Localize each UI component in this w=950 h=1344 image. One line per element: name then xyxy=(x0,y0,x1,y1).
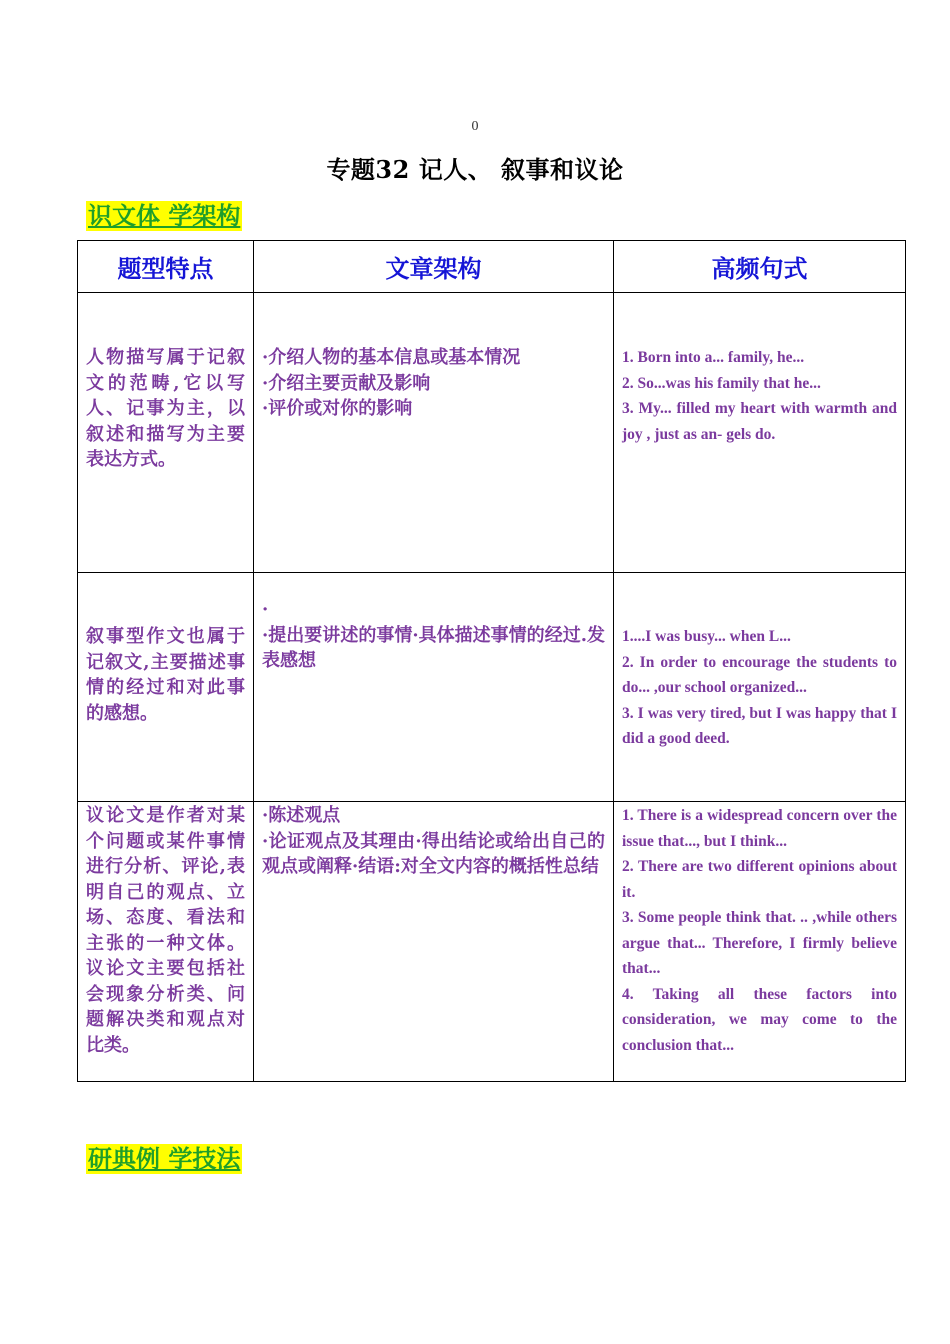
header-structure: 文章架构 xyxy=(254,241,614,293)
table-row xyxy=(78,293,906,573)
sentence-line: 3. I was very tired, but I was happy that I did a good deed. xyxy=(622,704,897,747)
structure-line: ·提出要讲述的事情·具体描述事情的经过.发表感想 xyxy=(262,624,605,671)
sentences-cell xyxy=(614,573,905,752)
sentence-line: 4. Taking all these factors into consideration, we may come to the conclusion that... xyxy=(622,985,897,1054)
structure-cell xyxy=(254,573,613,674)
structure-cell xyxy=(254,802,613,880)
structure-line: ·介绍主要贡献及影响 xyxy=(262,372,431,394)
features-cell: 人物描写属于记叙文的范畴,它以写人、记事为主，以叙述和描写为主要表达方式。 xyxy=(86,347,245,470)
structure-line: ·论证观点及其理由·得出结论或给出自己的观点或阐释·结语:对全文内容的概括性总结 xyxy=(262,830,605,877)
header-sentences: 高频句式 xyxy=(614,241,906,293)
document-title: 专题32 记人、 叙事和议论 xyxy=(326,155,624,184)
sentence-line: 2. So...was his family that he... xyxy=(622,374,821,392)
section-heading-examples: 研典例 学技法 xyxy=(88,1144,241,1173)
sentence-line: 3. My... filled my heart with warmth and joy , just as an- gels do. xyxy=(622,400,897,443)
features-cell: 叙事型作文也属于记叙文,主要描述事情的经过和对此事的感想。 xyxy=(86,626,245,724)
sentence-line: 1....I was busy... when L... xyxy=(622,628,791,645)
structure-line: ·评价或对你的影响 xyxy=(262,398,413,419)
section-heading-genre: 识文体 学架构 xyxy=(88,201,241,230)
sentence-line: 2. In order to encourage the students to do... ,our school organized... xyxy=(622,653,897,696)
structure-line: ·介绍人物的基本信息或基本情况 xyxy=(262,347,521,368)
header-features: 题型特点 xyxy=(78,241,254,293)
sentence-line: 1. Born into a... family, he... xyxy=(622,349,805,366)
summary-table xyxy=(77,240,906,1082)
table-row xyxy=(78,573,906,802)
sentence-line: 3. Some people think that. .. ,while others argue that... Therefore, I firmly believe that... xyxy=(622,909,897,977)
structure-line: ·陈述观点 xyxy=(262,805,341,826)
structure-line: · xyxy=(262,599,269,620)
page-number: 0 xyxy=(471,119,479,134)
table-row xyxy=(78,802,906,1082)
sentences-cell xyxy=(614,802,905,1058)
sentences-cell xyxy=(614,293,905,447)
structure-cell xyxy=(254,293,613,422)
sentence-line: 1. There is a widespread concern over the issue that..., but I think... xyxy=(622,807,897,850)
sentence-line: 2. There are two different opinions about it. xyxy=(622,858,897,901)
features-cell: 议论文是作者对某个问题或某件事情进行分析、评论,表明自己的观点、立场、态度、看法和主张的一种文体。议论文主要包括社会现象分析类、问题解决类和观点对比类。 xyxy=(86,805,245,1056)
table-header-row xyxy=(78,241,906,293)
